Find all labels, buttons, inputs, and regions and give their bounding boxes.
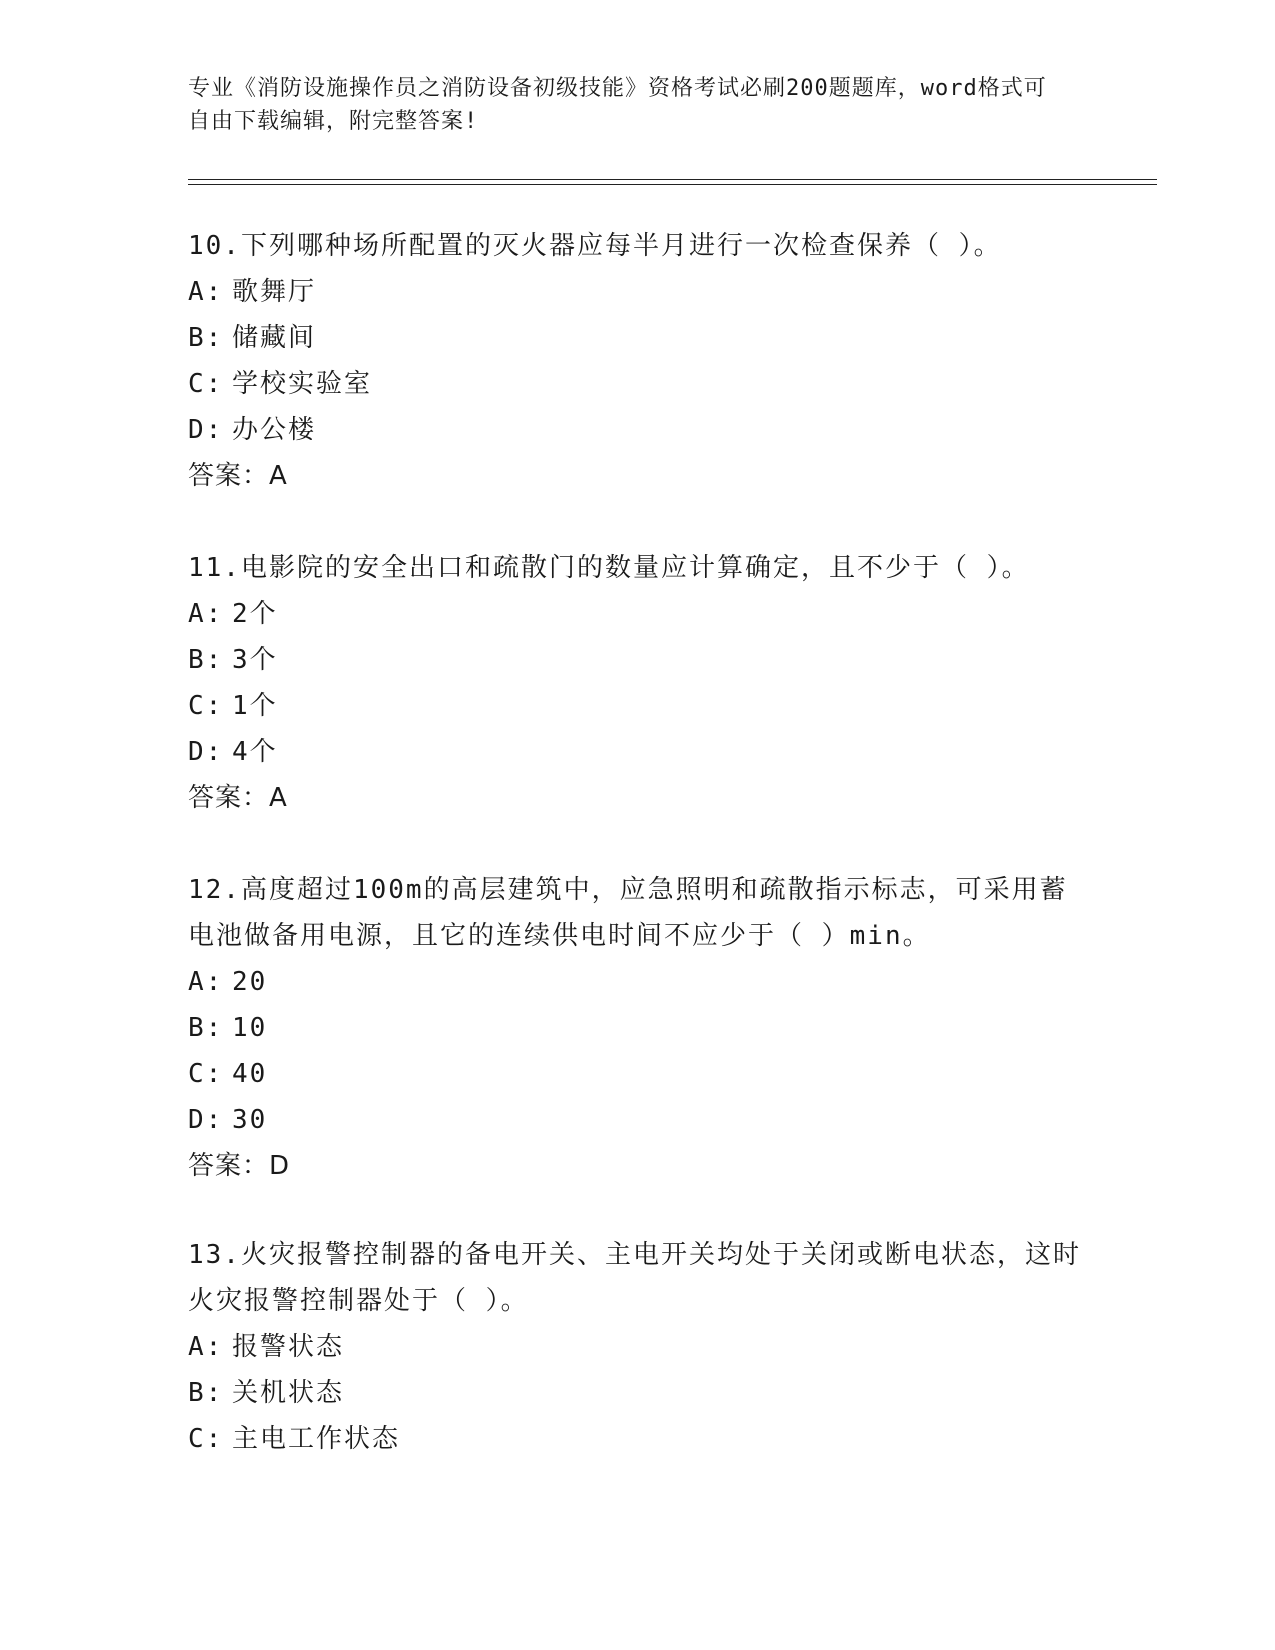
question-13: [188, 1232, 1088, 1462]
option-text: 4个: [232, 737, 278, 767]
option-key: C:: [188, 1059, 224, 1089]
question-stem: 13.火灾报警控制器的备电开关、主电开关均处于关闭或断电状态，这时火灾报警控制器处于（ ）。: [188, 1240, 1081, 1316]
question-stem: 10.下列哪种场所配置的灭火器应每半月进行一次检查保养（ ）。: [188, 231, 1002, 261]
question-stem: 11.电影院的安全出口和疏散门的数量应计算确定，且不少于（ ）。: [188, 553, 1030, 583]
option-text: 关机状态: [232, 1378, 345, 1408]
option-d: [188, 729, 1088, 775]
question-10: [188, 223, 1088, 499]
document-header: [188, 72, 1068, 138]
header-divider-bottom: [188, 184, 1157, 185]
option-b: [188, 637, 1088, 683]
option-text: 1个: [232, 691, 278, 721]
option-text: 储藏间: [232, 323, 317, 353]
option-key: D:: [188, 737, 224, 767]
option-key: A:: [188, 599, 224, 629]
header-divider-top: [188, 179, 1157, 180]
option-b: [188, 1005, 1088, 1051]
question-12: [188, 867, 1088, 1189]
option-text: 办公楼: [232, 415, 317, 445]
option-text: 40: [232, 1059, 268, 1089]
question-11: [188, 545, 1088, 821]
option-a: [188, 269, 1088, 315]
option-key: D:: [188, 1105, 224, 1135]
option-c: [188, 361, 1088, 407]
option-a: [188, 591, 1088, 637]
option-text: 20: [232, 967, 268, 997]
option-d: [188, 407, 1088, 453]
option-key: B:: [188, 1013, 224, 1043]
answer: 答案：A: [188, 461, 288, 491]
option-text: 10: [232, 1013, 268, 1043]
question-stem: 12.高度超过100m的高层建筑中，应急照明和疏散指示标志，可采用蓄电池做备用电源，且它的连续供电时间不应少于（ ）min。: [188, 875, 1068, 951]
answer: 答案：D: [188, 1151, 291, 1181]
option-a: [188, 959, 1088, 1005]
option-text: 歌舞厅: [232, 277, 317, 307]
option-text: 学校实验室: [232, 369, 373, 399]
option-text: 2个: [232, 599, 278, 629]
option-key: A:: [188, 967, 224, 997]
option-c: [188, 683, 1088, 729]
option-d: [188, 1097, 1088, 1143]
answer: 答案：A: [188, 783, 288, 813]
option-text: 3个: [232, 645, 278, 675]
option-b: [188, 315, 1088, 361]
option-text: 报警状态: [232, 1332, 345, 1362]
option-key: C:: [188, 369, 224, 399]
option-text: 主电工作状态: [232, 1424, 401, 1454]
option-key: D:: [188, 415, 224, 445]
option-key: B:: [188, 1378, 224, 1408]
option-key: C:: [188, 691, 224, 721]
option-a: [188, 1324, 1088, 1370]
option-text: 30: [232, 1105, 268, 1135]
option-c: [188, 1416, 1088, 1462]
option-key: B:: [188, 323, 224, 353]
option-key: A:: [188, 1332, 224, 1362]
option-key: C:: [188, 1424, 224, 1454]
option-c: [188, 1051, 1088, 1097]
option-key: B:: [188, 645, 224, 675]
option-key: A:: [188, 277, 224, 307]
header-text: 专业《消防设施操作员之消防设备初级技能》资格考试必刷200题题库，word格式可自由下载编辑，附完整答案!: [188, 76, 1047, 134]
option-b: [188, 1370, 1088, 1416]
